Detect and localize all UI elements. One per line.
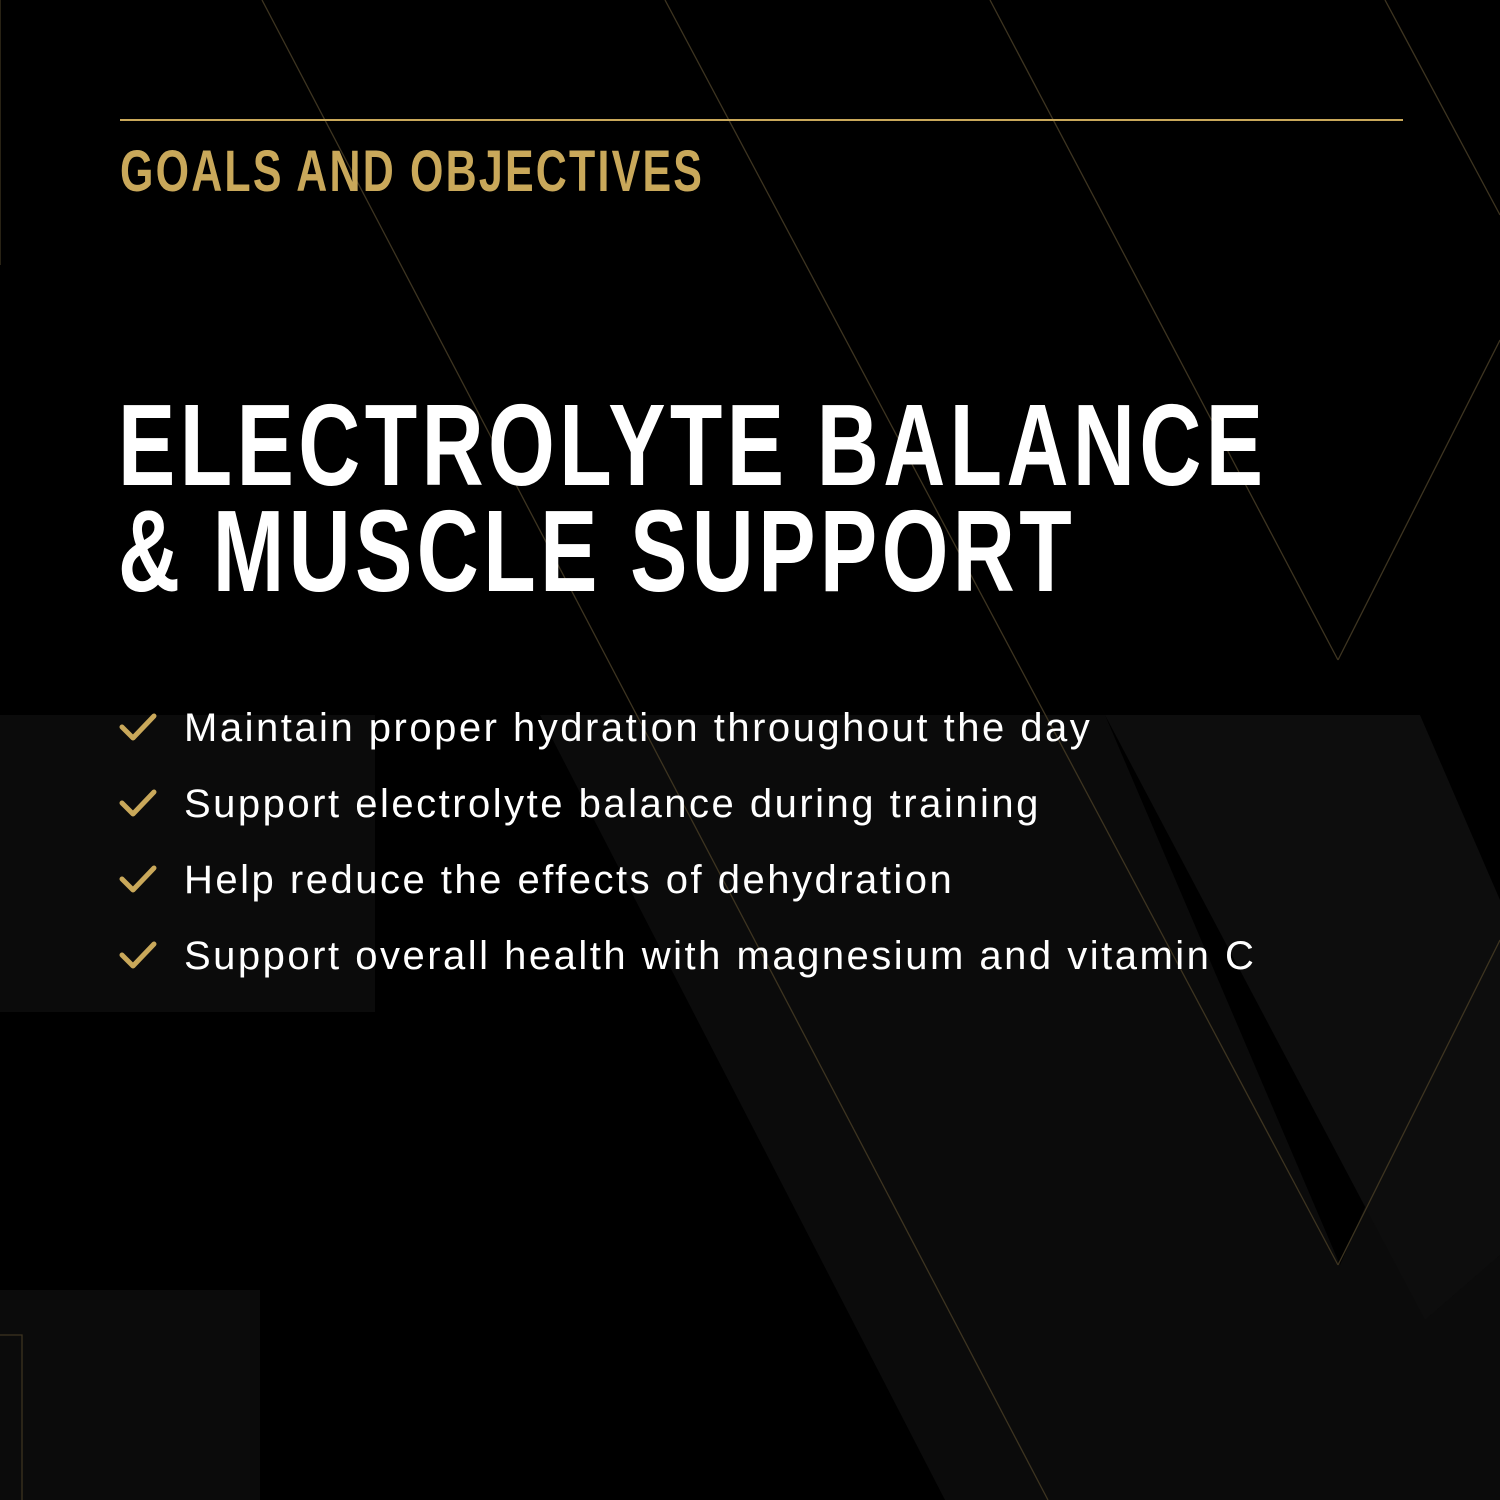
section-eyebrow: GOALS AND OBJECTIVES xyxy=(120,139,705,204)
checkmark-icon xyxy=(118,860,158,900)
benefit-text: Maintain proper hydration throughout the day xyxy=(184,705,1093,750)
headline xyxy=(118,380,1268,616)
header-rule xyxy=(120,119,1403,121)
benefit-item xyxy=(118,766,1256,842)
benefit-text: Help reduce the effects of dehydration xyxy=(184,857,955,902)
benefit-text: Support electrolyte balance during training xyxy=(184,781,1041,826)
checkmark-icon xyxy=(118,936,158,976)
benefit-item xyxy=(118,918,1256,994)
headline-line-1: ELECTROLYTE BALANCE xyxy=(118,380,1268,510)
checkmark-icon xyxy=(118,784,158,824)
benefit-item xyxy=(118,842,1256,918)
benefit-item xyxy=(118,690,1256,766)
benefit-text: Support overall health with magnesium and vitamin C xyxy=(184,933,1257,978)
headline-line-2: & MUSCLE SUPPORT xyxy=(118,486,1077,616)
benefits-list xyxy=(118,690,1256,994)
checkmark-icon xyxy=(118,708,158,748)
